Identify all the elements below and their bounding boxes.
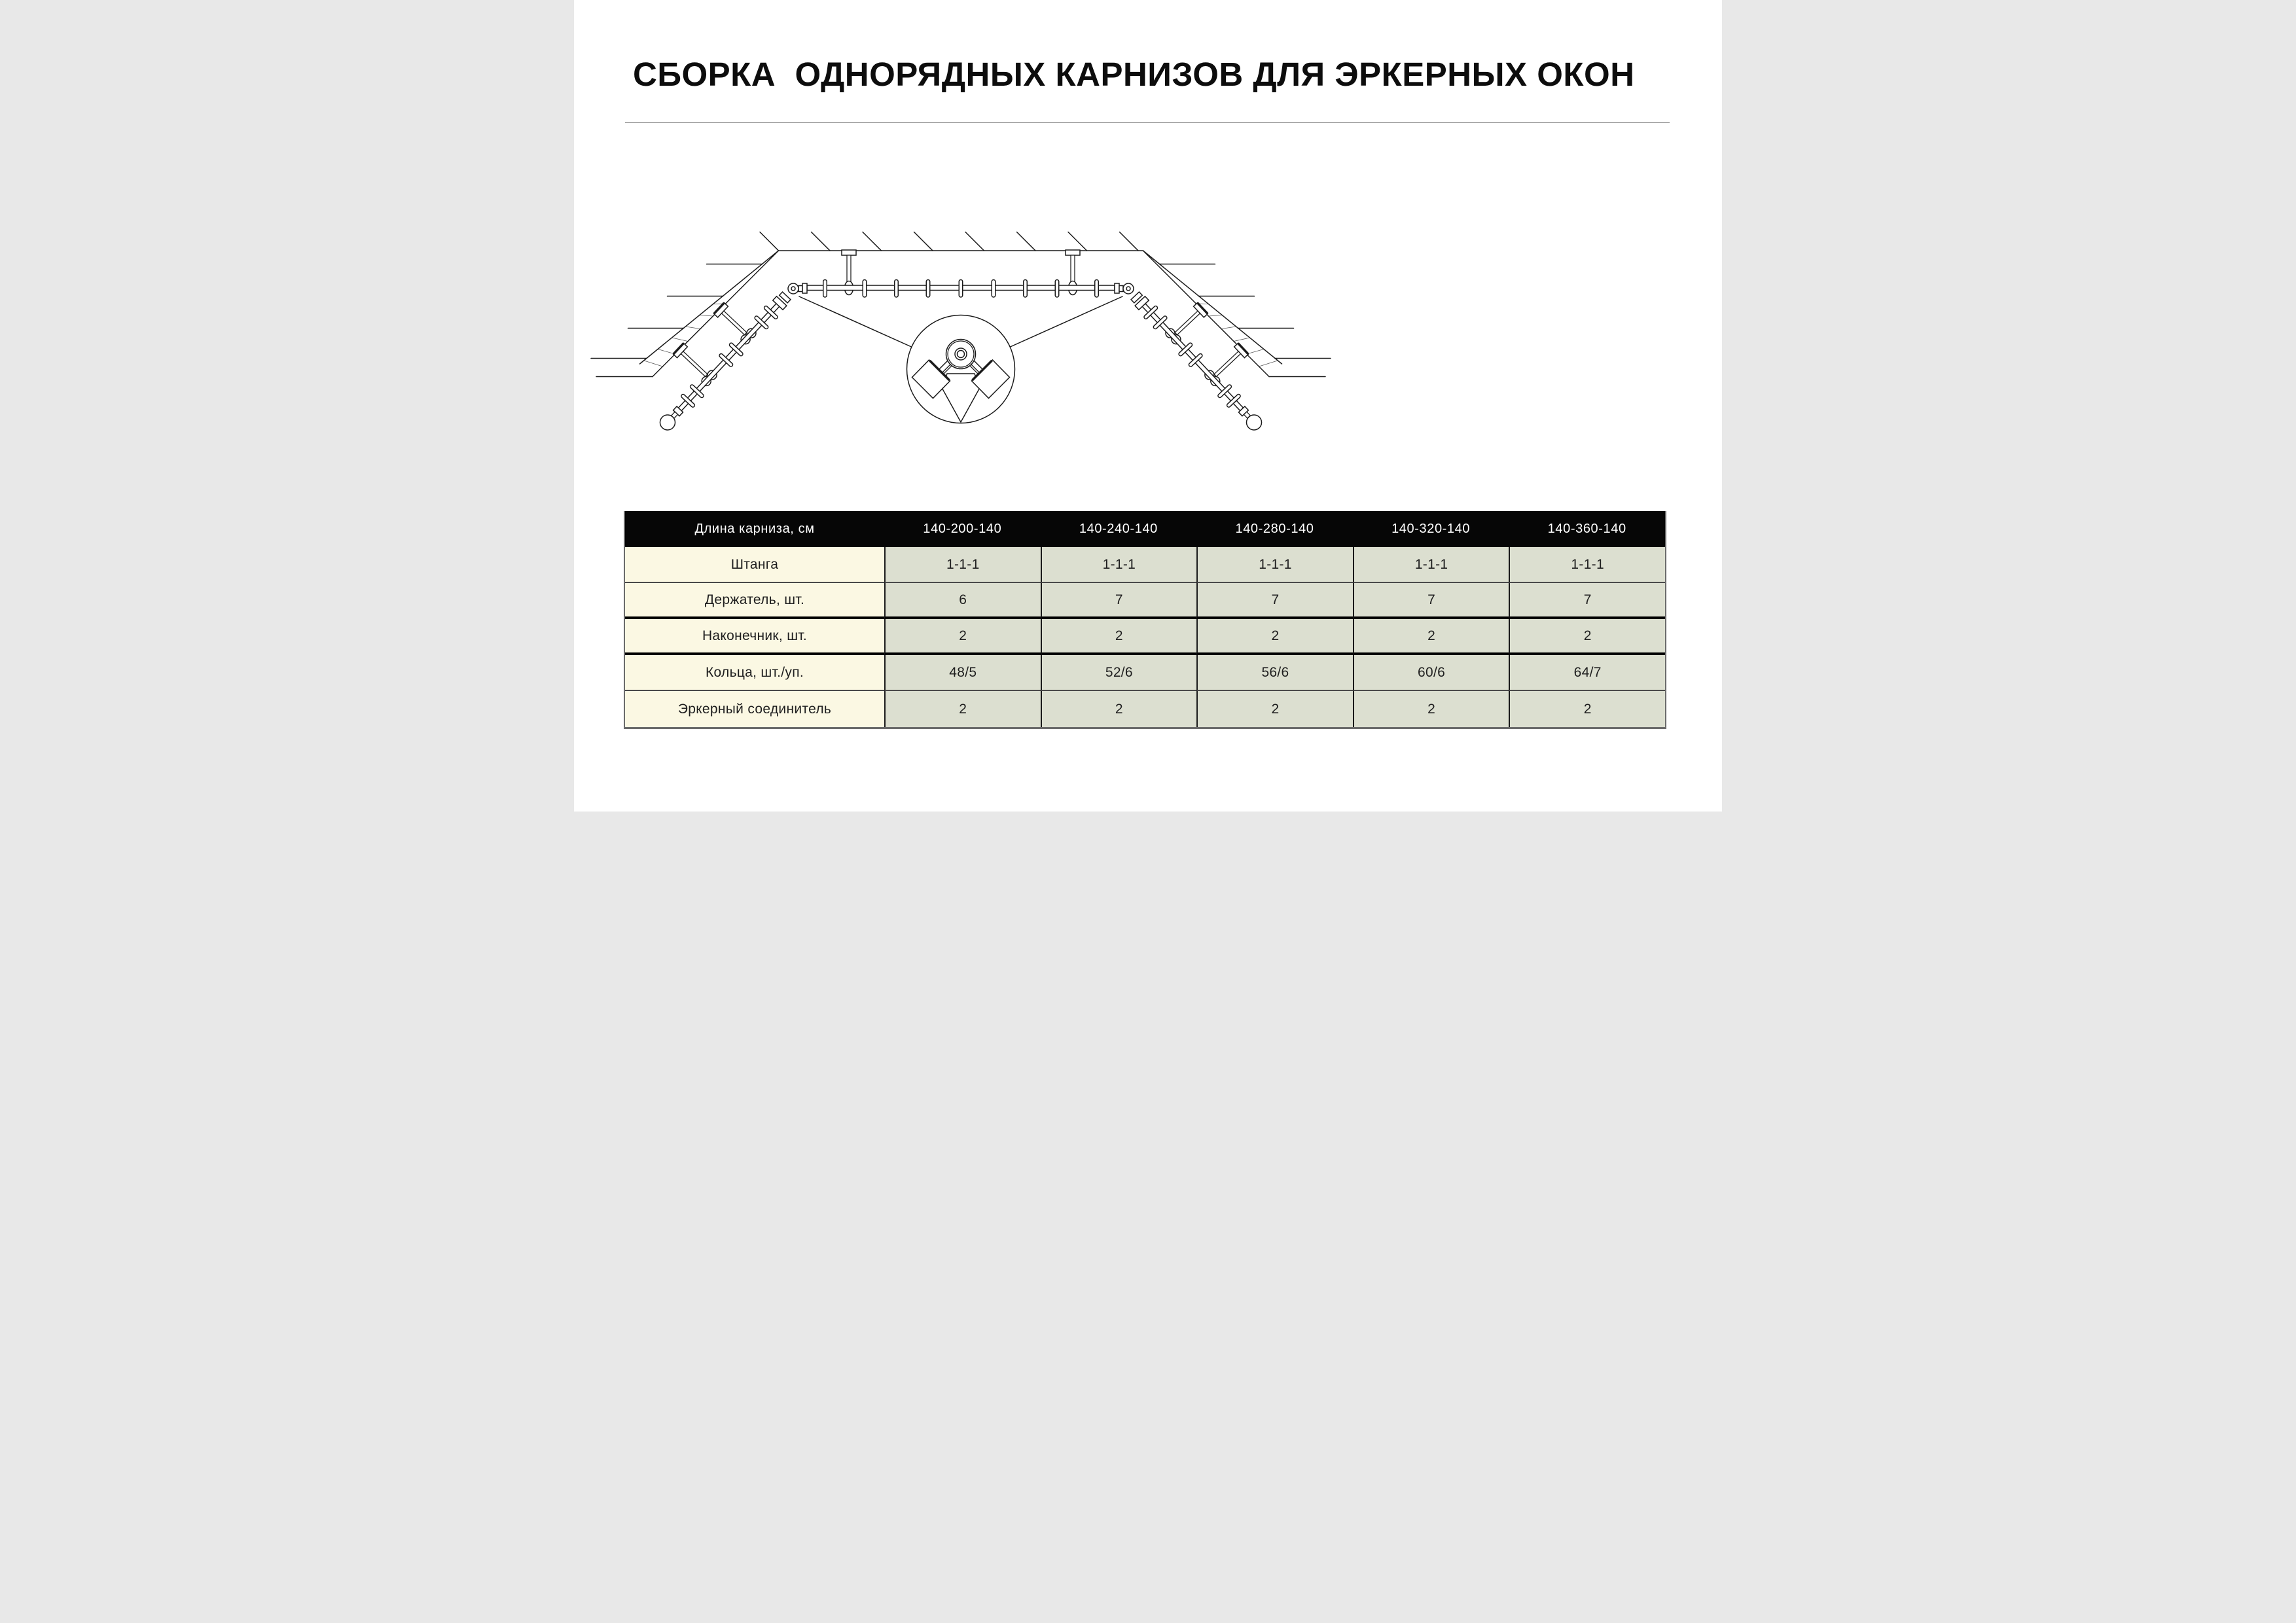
value-cell: 7 (1196, 583, 1353, 619)
value-cell: 7 (1041, 583, 1197, 619)
value-cell: 2 (1196, 691, 1353, 727)
swivel-connector-left (788, 283, 798, 294)
detail-circle (907, 315, 1015, 423)
column-header-length: 140-280-140 (1196, 511, 1353, 547)
value-cell: 52/6 (1041, 655, 1197, 691)
value-cell: 7 (1353, 583, 1509, 619)
leader-line-left (799, 296, 912, 347)
value-cell: 1-1-1 (1041, 547, 1197, 583)
value-cell: 2 (884, 619, 1041, 655)
assembly-diagram (584, 216, 1346, 438)
column-header-length: 140-360-140 (1509, 511, 1665, 547)
value-cell: 2 (1041, 619, 1197, 655)
row-label-cell: Держатель, шт. (625, 583, 884, 619)
leader-line-right (1011, 296, 1123, 347)
curtain-rings (823, 280, 1099, 298)
value-cell: 48/5 (884, 655, 1041, 691)
value-cell: 56/6 (1196, 655, 1353, 691)
value-cell: 1-1-1 (884, 547, 1041, 583)
value-cell: 7 (1509, 583, 1665, 619)
value-cell: 2 (1353, 619, 1509, 655)
angled-rod-left (632, 266, 793, 433)
page-title: СБОРКА ОДНОРЯДНЫХ КАРНИЗОВ ДЛЯ ЭРКЕРНЫХ ОКОН (633, 56, 1635, 93)
value-cell: 1-1-1 (1196, 547, 1353, 583)
swivel-connector-right (1123, 283, 1134, 294)
value-cell: 6 (884, 583, 1041, 619)
column-header-label: Длина карниза, см (625, 511, 884, 547)
value-cell: 2 (1353, 691, 1509, 727)
column-header-length: 140-320-140 (1353, 511, 1509, 547)
row-label-cell: Штанга (625, 547, 884, 583)
document-page (574, 0, 1722, 812)
row-label-cell: Эркерный соединитель (625, 691, 884, 727)
value-cell: 1-1-1 (1353, 547, 1509, 583)
ceiling-hatching (760, 232, 1138, 251)
spec-table (624, 511, 1666, 729)
angled-rod-right (1129, 266, 1290, 433)
row-label-cell: Наконечник, шт. (625, 619, 884, 655)
title-rule (625, 122, 1670, 123)
row-label-cell: Кольца, шт./уп. (625, 655, 884, 691)
value-cell: 1-1-1 (1509, 547, 1665, 583)
value-cell: 2 (1509, 619, 1665, 655)
value-cell: 64/7 (1509, 655, 1665, 691)
value-cell: 2 (1041, 691, 1197, 727)
value-cell: 2 (884, 691, 1041, 727)
value-cell: 2 (1509, 691, 1665, 727)
column-header-length: 140-200-140 (884, 511, 1041, 547)
value-cell: 60/6 (1353, 655, 1509, 691)
value-cell: 2 (1196, 619, 1353, 655)
column-header-length: 140-240-140 (1041, 511, 1197, 547)
